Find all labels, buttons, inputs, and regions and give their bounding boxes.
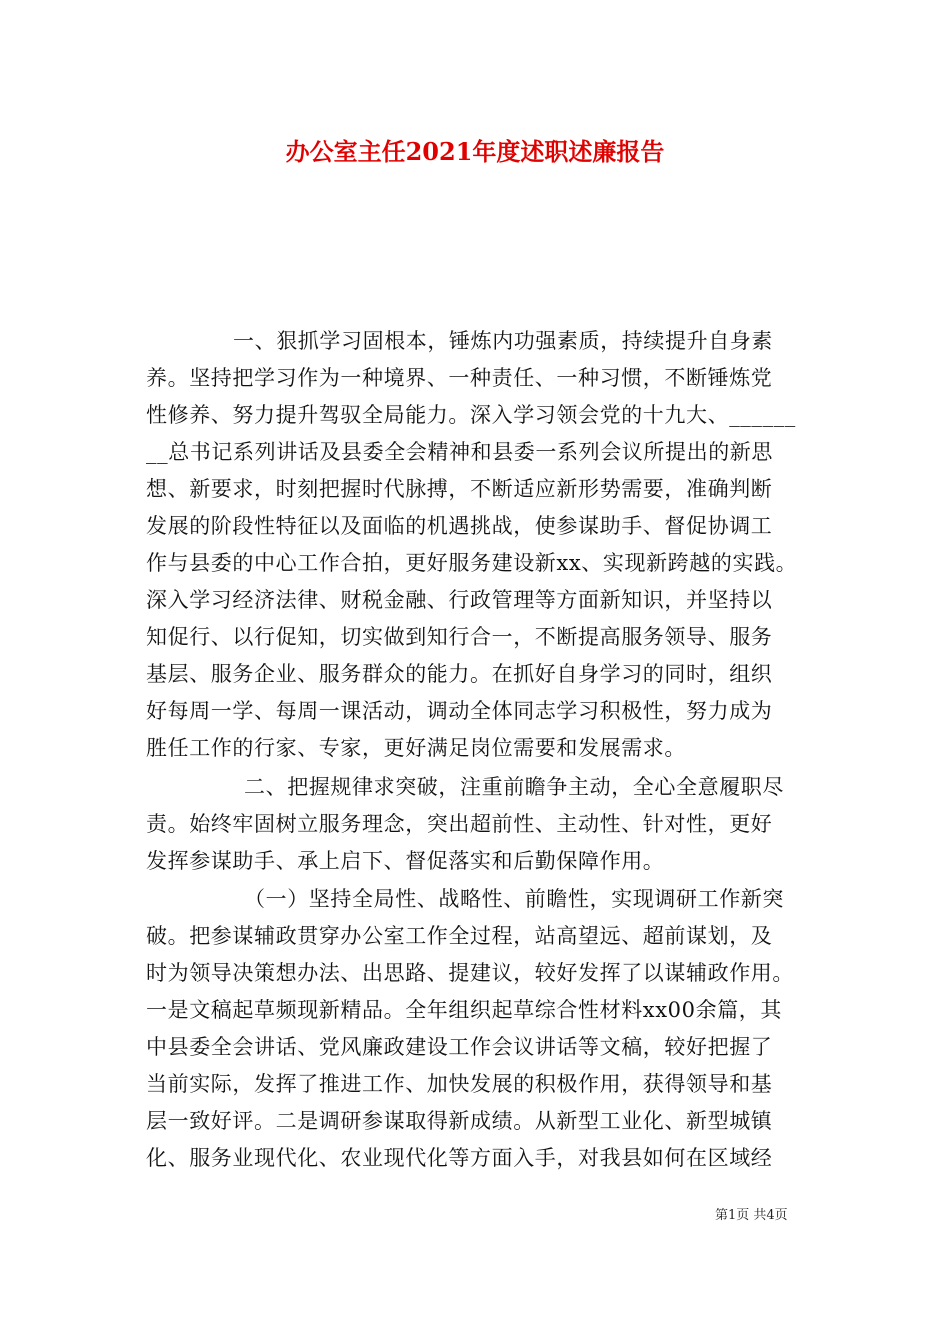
body-line-4: __总书记系列讲话及县委全会精神和县委一系列会议所提出的新思 (146, 440, 773, 464)
body-line-21: 当前实际，发挥了推进工作、加快发展的积极作用，获得领导和基 (146, 1072, 773, 1096)
page-title: 办公室主任2021年度述职述廉报告 (285, 137, 665, 166)
body-line-10: 基层、服务企业、服务群众的能力。在抓好自身学习的同时，组织 (146, 662, 773, 686)
body-line-15: 发挥参谋助手、承上启下、督促落实和后勤保障作用。 (146, 849, 665, 873)
body-line-9: 知促行、以行促知，切实做到知行合一，不断提高服务领导、服务 (146, 625, 773, 649)
body-line-12: 胜任工作的行家、专家，更好满足岗位需要和发展需求。 (146, 736, 686, 760)
body-line-20: 中县委全会讲话、党风廉政建设工作会议讲话等文稿，较好把握了 (146, 1035, 773, 1059)
body-line-17: 破。把参谋辅政贯穿办公室工作全过程，站高望远、超前谋划，及 (146, 924, 773, 948)
body-line-3: 性修养、努力提升驾驭全局能力。深入学习领会党的十九大、______ (146, 403, 796, 427)
body-line-7: 作与县委的中心工作合拍，更好服务建设新xx、实现新跨越的实践。 (146, 551, 798, 575)
body-line-16: （一）坚持全局性、战略性、前瞻性，实现调研工作新突 (244, 887, 784, 911)
body-line-11: 好每周一学、每周一课活动，调动全体同志学习积极性，努力成为 (146, 699, 773, 723)
body-line-18: 时为领导决策想办法、出思路、提建议，较好发挥了以谋辅政作用。 (146, 961, 794, 985)
body-line-23: 化、服务业现代化、农业现代化等方面入手，对我县如何在区域经 (146, 1146, 773, 1170)
body-line-5: 想、新要求，时刻把握时代脉搏，不断适应新形势需要，准确判断 (146, 477, 773, 501)
body-line-2: 养。坚持把学习作为一种境界、一种责任、一种习惯，不断锤炼党 (146, 366, 773, 390)
body-line-6: 发展的阶段性特征以及面临的机遇挑战，使参谋助手、督促协调工 (146, 514, 773, 538)
page-footer: 第1页 共4页 (715, 1208, 788, 1223)
body-line-8: 深入学习经济法律、财税金融、行政管理等方面新知识，并坚持以 (146, 588, 773, 612)
body-line-13: 二、把握规律求突破，注重前瞻争主动，全心全意履职尽 (244, 775, 784, 799)
body-line-19: 一是文稿起草频现新精品。全年组织起草综合性材料xx00余篇，其 (146, 998, 783, 1022)
body-line-14: 责。始终牢固树立服务理念，突出超前性、主动性、针对性，更好 (146, 812, 773, 836)
body-line-1: 一、狠抓学习固根本，锤炼内功强素质，持续提升自身素 (233, 329, 773, 353)
body-line-22: 层一致好评。二是调研参谋取得新成绩。从新型工业化、新型城镇 (146, 1109, 773, 1133)
